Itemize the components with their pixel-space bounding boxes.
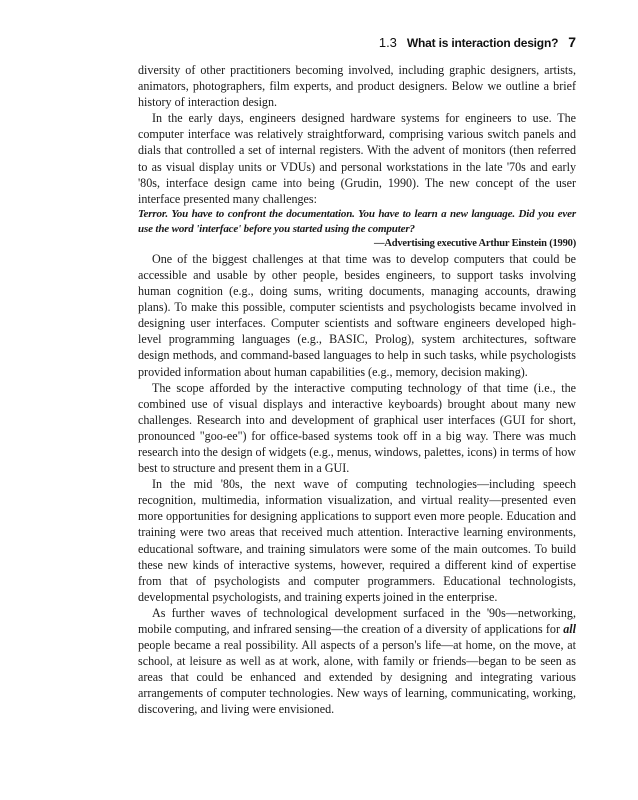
paragraph-90s [138,605,576,718]
section-number: 1.3 [378,35,397,50]
running-header [379,34,576,52]
body-text [138,62,576,718]
paragraph-90s-end: people became a real possibility. All aspects of a person's life—at home, on the move, at school, at leisure as well as at work, alone, with family or friends—began to be seen as areas that could be enhanced and extended by designing and integrating various arrangements of computer technologies. New ways of learning, communicating, working, discovering, and living were envisioned. [138,638,576,717]
quote-attribution: —Advertising executive Arthur Einstein (1990) [374,237,576,249]
page-number: 7 [568,34,576,50]
section-title: What is interaction design? [406,36,559,50]
paragraph-mid-80s: In the mid '80s, the next wave of computing technologies—including speech recognition, multimedia, information visualization, and virtual reality—presented even more opportunities for designing applications to support even more people. Education and training were two areas that received much attention. Interactive learning environments, educational software, and training simulators were some of the main outcomes. To build these new kinds of interactive systems, however, required a different kind of expertise from that of psychologists and computer programmers. Educational technologists, developmental psychologists, and training experts joined in the enterprise. [138,477,576,604]
paragraph-90s-start: As further waves of technological development surfaced in the '90s—networking, mobile computing, and infrared sensing—the creation of a diversity of applications for [138,605,576,636]
block-quote: Terror. You have to confront the documentation. You have to learn a new language. Did you ever use the word 'interface' before you started using the computer? [138,207,576,235]
paragraph-early-days: In the early days, engineers designed hardware systems for engineers to use. The computer interface was relatively straightforward, comprising various switch panels and dials that controlled a set of internal registers. With the advent of monitors (then referred to as visual display units or VDUs) and personal workstations in the late '70s and early '80s, interface design came into being (Grudin, 1990). The new concept of the user interface presented many challenges: [138,111,576,206]
paragraph-challenges: One of the biggest challenges at that time was to develop computers that could be accessible and usable by other people, besides engineers, to support tasks involving human cognition (e.g., doing sums, writing documents, managing accounts, drawing plans). To make this possible, computer scientists and psychologists became involved in designing user interfaces. Computer scientists and software engineers developed high-level programming languages (e.g., BASIC, Prolog), system architectures, software design methods, and command-based languages to help in such tasks, while psychologists provided information about human capabilities (e.g., memory, decision making). [138,251,576,379]
paragraph-continuation: diversity of other practitioners becoming involved, including graphic designers, artists, animators, photographers, film experts, and product designers. Below we outline a brief history of interaction design. [138,63,576,110]
paragraph-gui: The scope afforded by the interactive computing technology of that time (i.e., the combined use of visual displays and interactive keyboards) brought about many new challenges. Research into and development of graphical user interfaces (GUI for short, pronounced "goo-ee") for office-based systems took off in a big way. There was much research into the design of widgets (e.g., menus, windows, palettes, icons) in terms of how best to structure and present them in a GUI. [138,380,576,476]
emphasis-all: all [563,622,576,636]
